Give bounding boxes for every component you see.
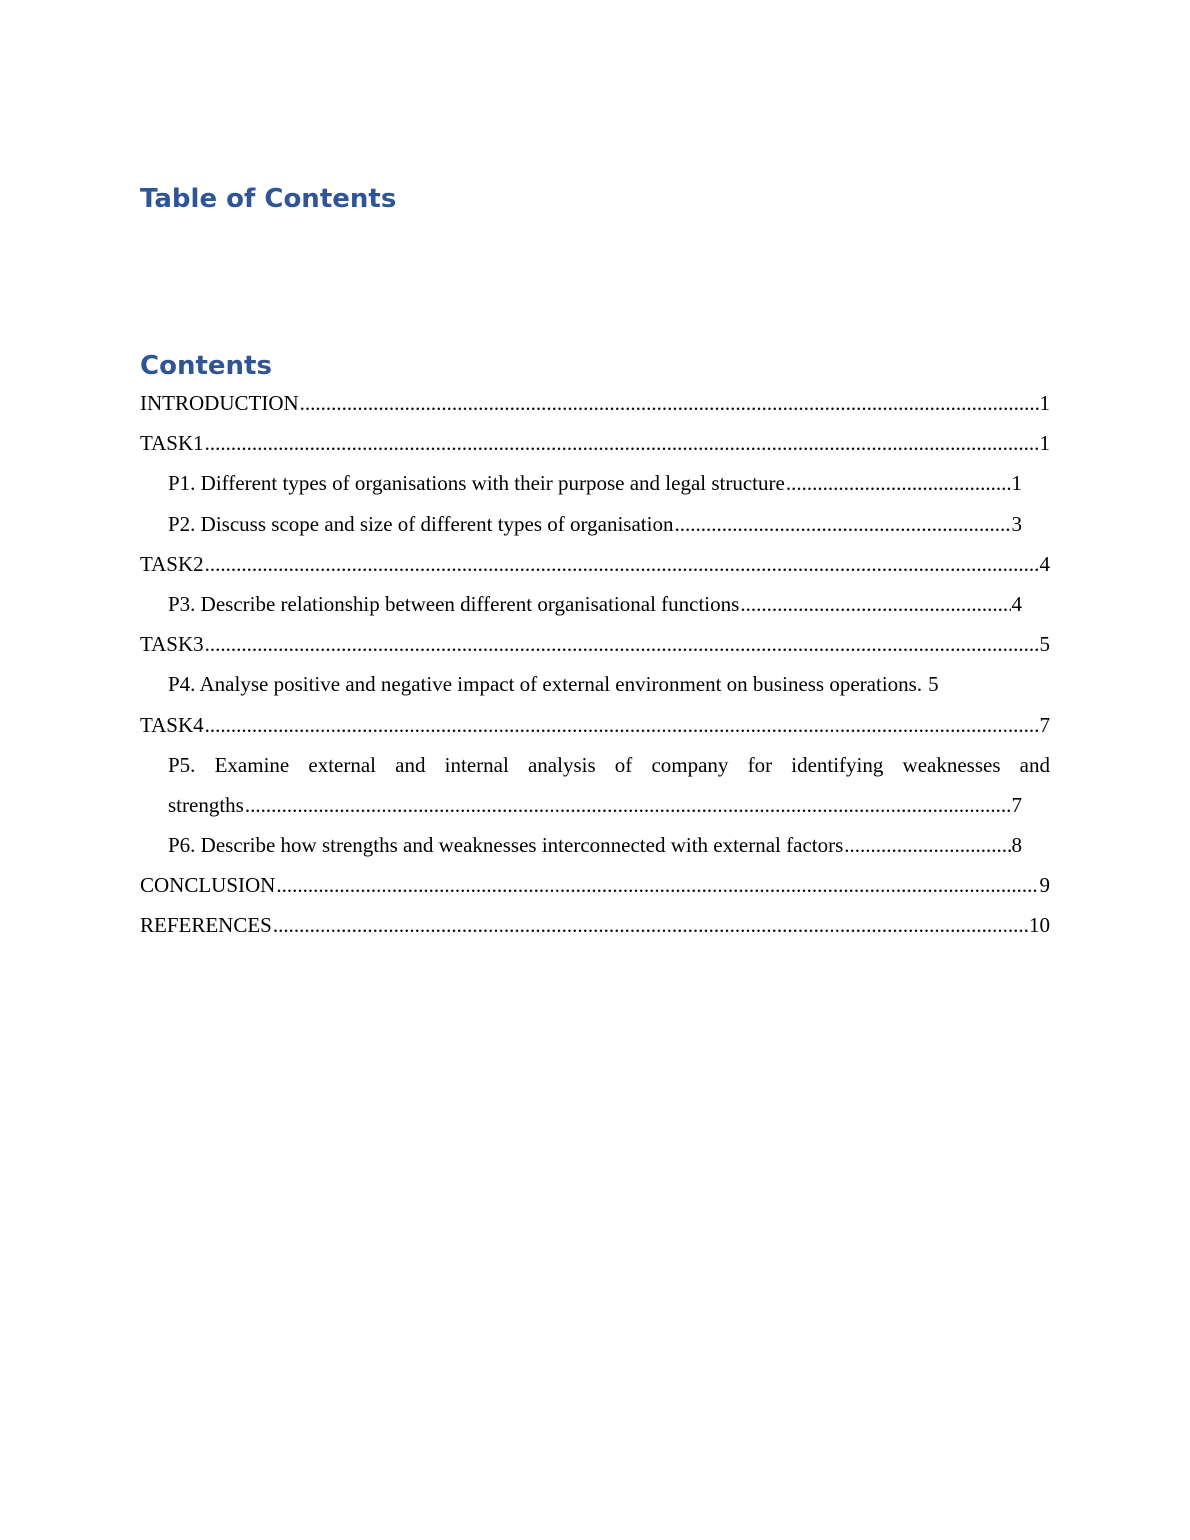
- dot-leader: [740, 589, 1010, 619]
- toc-entry-label: REFERENCES: [140, 913, 272, 938]
- dot-leader: [674, 509, 1010, 539]
- dot-leader: [205, 549, 1039, 579]
- dot-leader: [276, 870, 1038, 900]
- toc-entry-p5-line1[interactable]: [140, 750, 1050, 790]
- toc-entry-page: 7: [1039, 712, 1050, 737]
- toc-entry-label-continued: strengths: [168, 792, 244, 817]
- toc-entry-references[interactable]: [140, 910, 1050, 950]
- toc-entry-p6[interactable]: [140, 830, 1022, 870]
- toc-entry-label: TASK3: [140, 632, 204, 657]
- toc-entry-p5-line2[interactable]: [140, 790, 1022, 830]
- toc-entry-label: P4. Analyse positive and negative impact of external environment on business operations.: [168, 672, 923, 697]
- dot-leader: [300, 388, 1039, 418]
- toc-entry-page: 10: [1029, 913, 1050, 938]
- toc-entry-label: INTRODUCTION: [140, 391, 299, 415]
- toc-title: Table of Contents: [140, 184, 397, 214]
- toc-entry-p1[interactable]: [140, 468, 1022, 508]
- toc-entry-page: 1: [1039, 391, 1050, 415]
- toc-entry-introduction[interactable]: [140, 388, 1050, 428]
- toc-entry-task2[interactable]: [140, 549, 1050, 589]
- toc-entry-page: 5: [928, 672, 939, 697]
- toc-entry-label: TASK2: [140, 551, 204, 576]
- toc-entry-label: P2. Discuss scope and size of different types of organisation: [168, 511, 674, 536]
- toc-entry-label: P1. Different types of organisations with their purpose and legal structure: [168, 471, 785, 496]
- toc-entry-task1[interactable]: [140, 428, 1050, 468]
- toc-entry-label: CONCLUSION: [140, 873, 276, 898]
- toc-entry-label: P3. Describe relationship between different organisational functions: [168, 591, 740, 616]
- toc-entry-p2[interactable]: [140, 509, 1022, 549]
- toc-entry-page: 1: [1039, 431, 1050, 456]
- table-of-contents: [140, 388, 1050, 950]
- toc-entry-label: P6. Describe how strengths and weaknesses interconnected with external factors: [168, 832, 844, 857]
- toc-entry-label: TASK4: [140, 712, 204, 737]
- contents-heading: Contents: [140, 351, 272, 381]
- toc-entry-conclusion[interactable]: [140, 870, 1050, 910]
- dot-leader: [205, 629, 1039, 659]
- dot-leader: [205, 710, 1039, 740]
- dot-leader: [844, 830, 1010, 860]
- toc-entry-task4[interactable]: [140, 710, 1050, 750]
- toc-entry-page: 3: [1011, 511, 1022, 536]
- toc-entry-label: TASK1: [140, 431, 204, 456]
- toc-entry-page: 5: [1039, 632, 1050, 657]
- dot-leader: [245, 790, 1011, 820]
- toc-entry-page: 1: [1011, 471, 1022, 496]
- toc-entry-page: 4: [1011, 591, 1022, 616]
- toc-entry-task3[interactable]: [140, 629, 1050, 669]
- toc-entry-page: 8: [1011, 832, 1022, 857]
- dot-leader: [205, 428, 1039, 458]
- toc-entry-p3[interactable]: [140, 589, 1022, 629]
- toc-entry-p4[interactable]: [140, 669, 1022, 709]
- toc-entry-page: 7: [1011, 792, 1022, 817]
- toc-entry-page: 4: [1039, 551, 1050, 576]
- dot-leader: [786, 468, 1011, 498]
- dot-leader: [273, 910, 1028, 940]
- toc-entry-label: P5. Examine external and internal analysis of company for identifying weaknesses and: [168, 752, 1050, 777]
- toc-entry-page: 9: [1039, 873, 1050, 898]
